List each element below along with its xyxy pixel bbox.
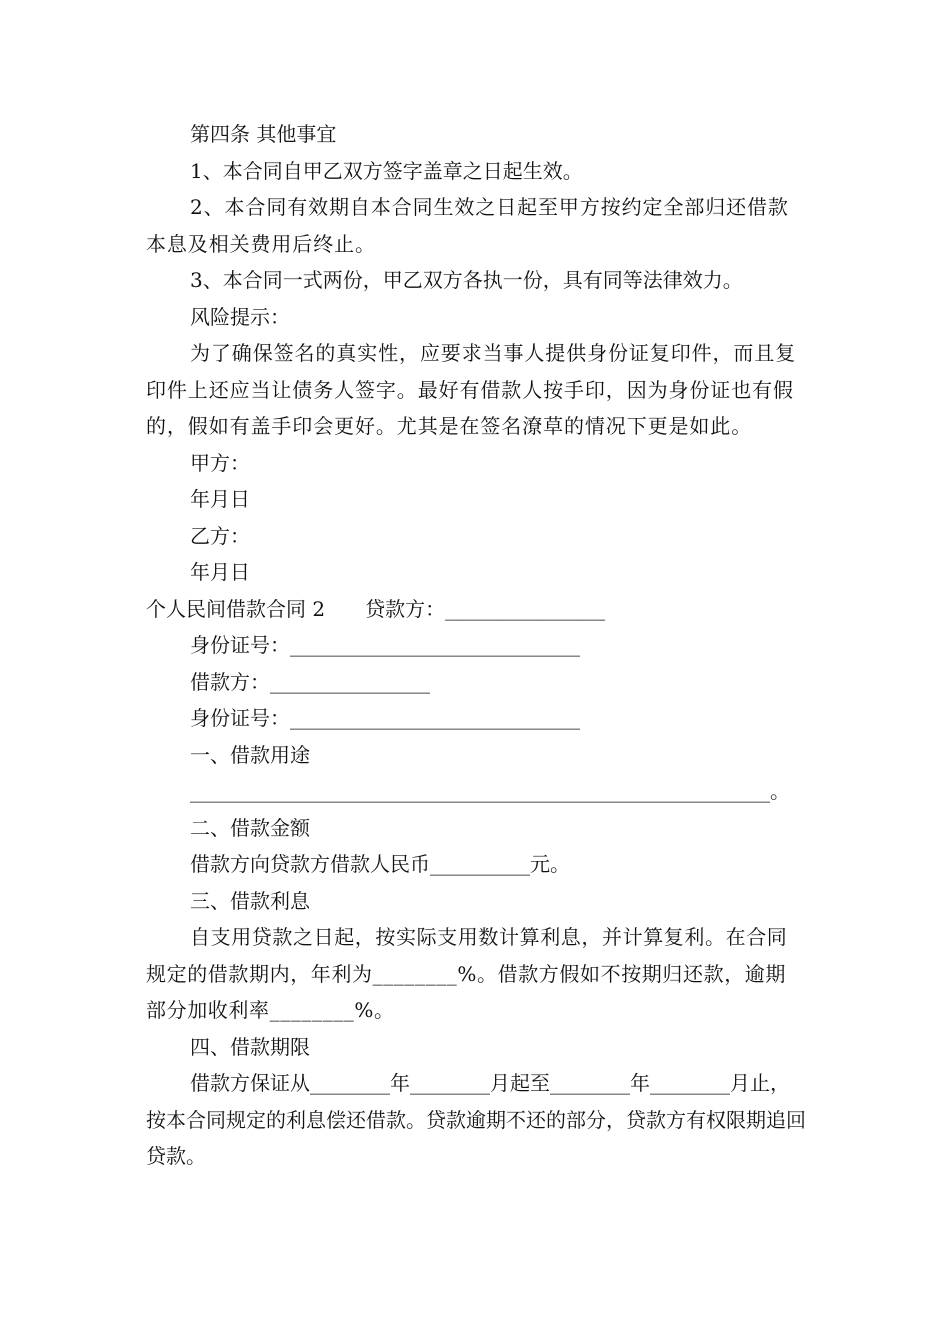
risk-heading: 风险提示： xyxy=(190,304,290,329)
purpose-blank-line: __________________________________________________________。 xyxy=(190,779,790,803)
section-2-heading: 二、借款金额 xyxy=(190,815,310,840)
section-1-heading: 一、借款用途 xyxy=(190,742,310,767)
borrower-line: 借款方：________________ xyxy=(190,669,430,694)
term-paragraph: 借款方保证从________年________月起至________年________月止，按本合同规定的利息偿还借款。贷款逾期不还的部分，贷款方有权限期追回贷款。 xyxy=(146,1071,806,1168)
party-b-date: 年月日 xyxy=(190,560,250,584)
contract-2-title-lender: 个人民间借款合同 2 贷款方：________________ xyxy=(146,596,606,621)
clause-3: 3、本合同一式两份，甲乙双方各执一份，具有同等法律效力。 xyxy=(190,268,743,292)
borrower-id-line: 身份证号：_____________________________ xyxy=(190,706,580,730)
lender-id-line: 身份证号：_____________________________ xyxy=(190,633,580,657)
party-a-label: 甲方： xyxy=(190,450,250,475)
section-4-heading: 四、借款期限 xyxy=(190,1034,310,1059)
article-4-heading: 第四条 其他事宜 xyxy=(190,122,337,146)
party-a-date: 年月日 xyxy=(190,487,250,511)
clause-2: 2、本合同有效期自本合同生效之日起至甲方按约定全部归还借款本息及相关费用后终止。 xyxy=(146,195,789,256)
interest-paragraph: 自支用贷款之日起，按实际支用数计算利息，并计算复利。在合同规定的借款期内，年利为________%。借款方假如不按期归还款，逾期部分加收利率________%。 xyxy=(146,925,788,1022)
party-b-label: 乙方： xyxy=(190,523,250,548)
amount-line: 借款方向贷款方借款人民币__________元。 xyxy=(190,852,570,876)
risk-paragraph: 为了确保签名的真实性，应要求当事人提供身份证复印件，而且复印件上还应当让债务人签字。最好有借款人按手印，因为身份证也有假的，假如有盖手印会更好。尤其是在签名潦草的情况下更是如此。 xyxy=(146,341,797,438)
clause-1: 1、本合同自甲乙双方签字盖章之日起生效。 xyxy=(190,158,583,183)
document-body xyxy=(146,116,806,1175)
section-3-heading: 三、借款利息 xyxy=(190,888,310,913)
